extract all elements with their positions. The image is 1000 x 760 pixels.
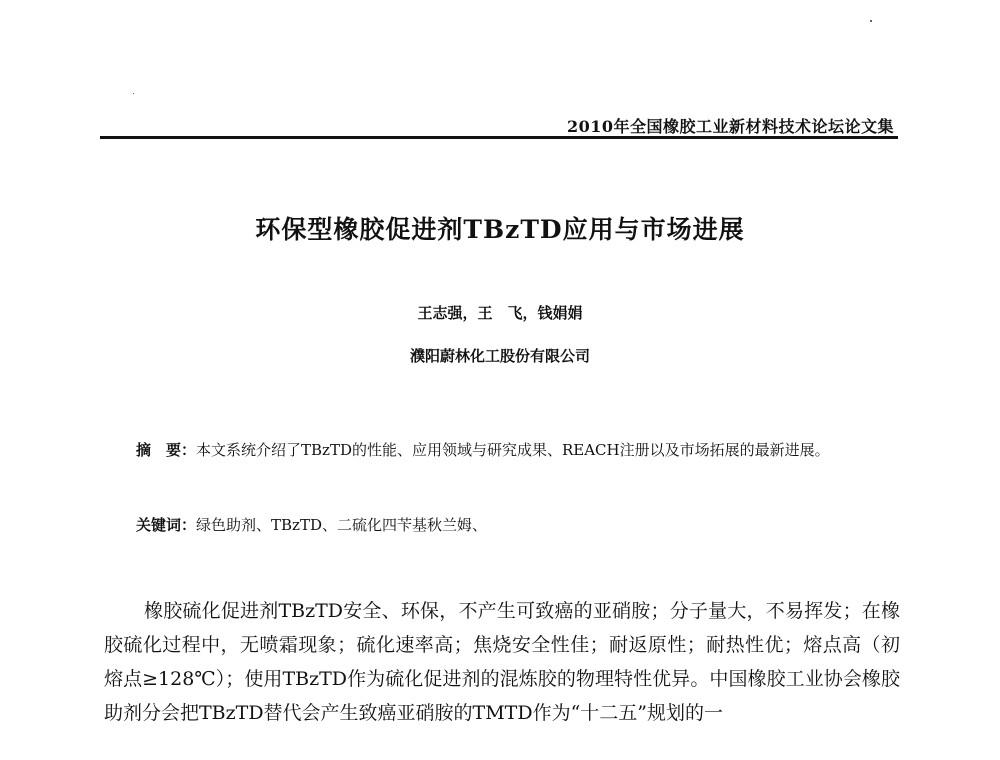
header-rule bbox=[100, 136, 898, 139]
body-paragraph: 橡胶硫化促进剂TBzTD安全、环保，不产生可致癌的亚硝胺；分子量大，不易挥发；在橡胶硫化过程中，无喷霜现象；硫化速率高；焦烧安全性佳；耐返原性；耐热性优；熔点高（初熔点≥128℃）；使用TBzTD作为硫化促进剂的混炼胶的物理特性优异。中国橡胶工业协会橡胶助剂分会把TBzTD替代会产生致癌亚硝胺的TMTD作为“十二五”规划的一 bbox=[104, 600, 900, 724]
paper-title: 环保型橡胶促进剂TBzTD应用与市场进展 bbox=[255, 215, 745, 244]
paper-authors: 王志强，王 飞，钱娟娟 bbox=[417, 304, 583, 322]
scan-speck bbox=[133, 93, 134, 94]
keywords-label: 关键词： bbox=[136, 516, 197, 534]
keywords bbox=[136, 514, 487, 535]
keywords-text: 绿色助剂、TBzTD、二硫化四苄基秋兰姆、 bbox=[196, 516, 487, 534]
abstract-label: 摘 要： bbox=[136, 441, 197, 459]
abstract-text: 本文系统介绍了TBzTD的性能、应用领域与研究成果、REACH注册以及市场拓展的最新进展。 bbox=[196, 441, 830, 459]
paper-affiliation: 濮阳蔚林化工股份有限公司 bbox=[409, 347, 590, 365]
scan-speck bbox=[870, 20, 872, 22]
abstract bbox=[104, 432, 900, 468]
journal-header: 2010年全国橡胶工业新材料技术论坛论文集 bbox=[566, 117, 894, 136]
